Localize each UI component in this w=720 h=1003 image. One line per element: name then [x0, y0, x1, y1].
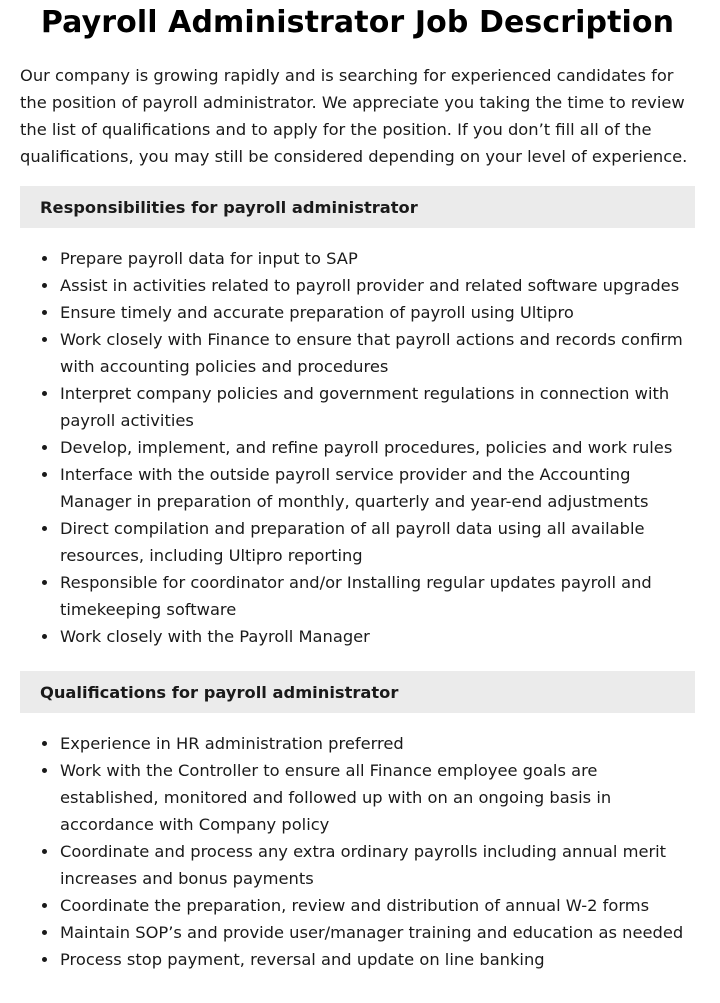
responsibilities-heading: Responsibilities for payroll administrator: [20, 186, 695, 228]
job-description-page: [20, 0, 695, 973]
responsibility-item: Ensure timely and accurate preparation of payroll using Ultipro: [60, 299, 695, 326]
qualifications-list: [20, 730, 695, 973]
responsibility-item: Develop, implement, and refine payroll procedures, policies and work rules: [60, 434, 695, 461]
responsibilities-list: [20, 245, 695, 650]
responsibility-item: Assist in activities related to payroll provider and related software upgrades: [60, 272, 695, 299]
responsibility-item: Direct compilation and preparation of all payroll data using all available resources, including Ultipro reporting: [60, 515, 695, 569]
qualification-item: Process stop payment, reversal and update on line banking: [60, 946, 695, 973]
responsibility-item: Prepare payroll data for input to SAP: [60, 245, 695, 272]
responsibility-item: Work closely with Finance to ensure that payroll actions and records confirm with accounting policies and procedures: [60, 326, 695, 380]
intro-paragraph: Our company is growing rapidly and is searching for experienced candidates for the position of payroll administrator. We appreciate you taking the time to review the list of qualifications and to apply for the position. If you don’t fill all of the qualifications, you may still be considered depending on your level of experience.: [20, 66, 688, 166]
page-title: Payroll Administrator Job Description: [40, 5, 675, 40]
qualifications-heading: Qualifications for payroll administrator: [20, 671, 695, 713]
qualification-item: Coordinate the preparation, review and distribution of annual W-2 forms: [60, 892, 695, 919]
responsibility-item: Work closely with the Payroll Manager: [60, 623, 695, 650]
responsibility-item: Responsible for coordinator and/or Installing regular updates payroll and timekeeping software: [60, 569, 695, 623]
qualification-item: Work with the Controller to ensure all Finance employee goals are established, monitored and followed up with on an ongoing basis in accordance with Company policy: [60, 757, 695, 838]
responsibility-item: Interface with the outside payroll service provider and the Accounting Manager in preparation of monthly, quarterly and year-end adjustments: [60, 461, 695, 515]
responsibility-item: Interpret company policies and government regulations in connection with payroll activities: [60, 380, 695, 434]
qualification-item: Maintain SOP’s and provide user/manager training and education as needed: [60, 919, 695, 946]
qualification-item: Experience in HR administration preferred: [60, 730, 695, 757]
qualification-item: Coordinate and process any extra ordinary payrolls including annual merit increases and bonus payments: [60, 838, 695, 892]
